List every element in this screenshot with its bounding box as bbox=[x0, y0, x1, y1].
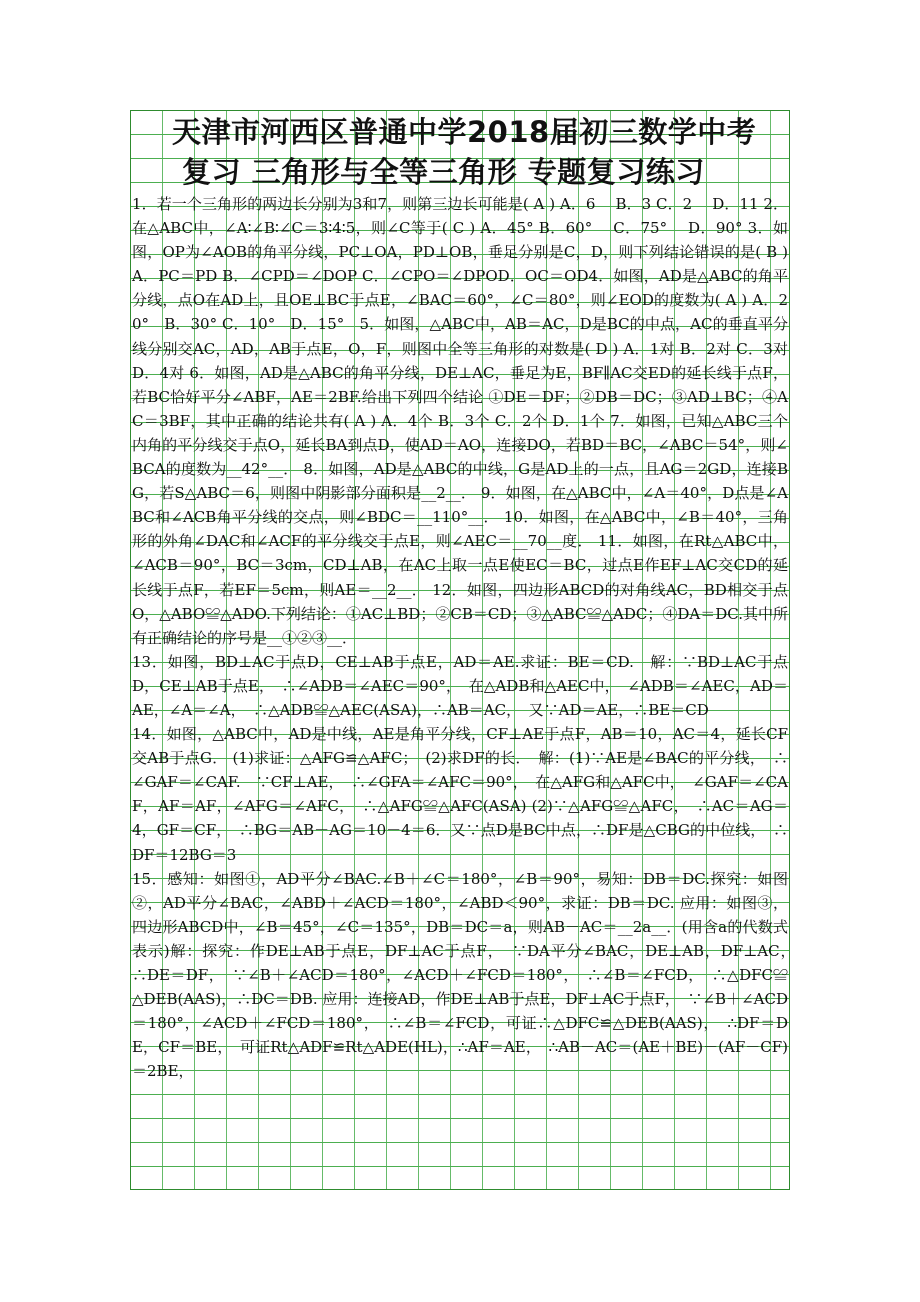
document-title-line2: 复习 三角形与全等三角形 专题复习练习 bbox=[182, 155, 705, 189]
exercise-block-1-12: 1．若一个三角形的两边长分别为3和7，则第三边长可能是( A ) A．6 B．3 C．2 D．11 2．在△ABC中，∠A∶∠B∶∠C＝3∶4∶5，则∠C等于( C ) A．45° B．60° C．75° D．90° 3．如图，OP为∠AOB的角平分线，PC⊥OA，PD⊥OB，垂足分别是C，D，则下列结论错误的是( B ) A．PC＝PD B．∠CPD＝∠DOP C．∠CPO＝∠DPOD．OC＝OD4．如图，AD是△ABC的角平分线，点O在AD上，且OE⊥BC于点E，∠BAC＝60°，∠C＝80°，则∠EOD的度数为( A ) A．20° B．30° C．10° D．15° 5．如图，△ABC中，AB＝AC，D是BC的中点，AC的垂直平分线分别交AC，AD，AB于点E，O，F，则图中全等三角形的对数是( D ) A．1对 B．2对 C．3对 D．4对 6．如图，AD是△ABC的角平分线，DE⊥AC，垂足为E，BF∥AC交ED的延长线于点F，若BC恰好平分∠ABF，AE＝2BF.给出下列四个结论 ①DE＝DF；②DB＝DC；③AD⊥BC；④AC＝3BF，其中正确的结论共有( A ) A．4个 B．3个 C．2个 D．1个 7．如图，已知△ABC三个内角的平分线交于点O，延长BA到点D，使AD＝AO，连接DO，若BD＝BC，∠ABC＝54°，则∠BCA的度数为__42°__． 8．如图，AD是△ABC的中线，G是AD上的一点，且AG＝2GD，连接BG，若S△ABC＝6，则图中阴影部分面积是__2__． 9．如图，在△ABC中，∠A＝40°，D点是∠ABC和∠ACB角平分线的交点，则∠BDC＝__110°__． 10．如图，在△ABC中，∠B＝40°，三角形的外角∠DAC和∠ACF的平分线交于点E，则∠AEC＝__70__度． 11．如图，在Rt△ABC中，∠ACB＝90°，BC＝3cm，CD⊥AB，在AC上取一点E使EC＝BC，过点E作EF⊥AC交CD的延长线于点F，若EF＝5cm，则AE＝__2__． 12．如图，四边形ABCD的对角线AC，BD相交于点O，△ABO≌△ADO.下列结论：①AC⊥BD；②CB＝CD；③△ABC≌△ADC；④DA＝DC.其中所有正确结论的序号是__①②③__． bbox=[132, 195, 788, 647]
exercise-15: 15．感知：如图①，AD平分∠BAC.∠B＋∠C＝180°，∠B＝90°，易知：DB＝DC.探究：如图②，AD平分∠BAC，∠ABD＋∠ACD＝180°，∠ABD＜90°，求证：DB＝DC. 应用：如图③，四边形ABCD中，∠B＝45°，∠C＝135°，DB＝DC＝a，则AB－AC＝__2a__．(用含a的代数式表示)解：探究：作DE⊥AB于点E，DF⊥AC于点F， ∵DA平分∠BAC，DE⊥AB，DF⊥AC， ∴DE＝DF， ∵∠B＋∠ACD＝180°，∠ACD＋∠FCD＝180°， ∴∠B＝∠FCD， ∴△DFC≌△DEB(AAS)，∴DC＝DB. 应用：连接AD，作DE⊥AB于点E，DF⊥AC于点F， ∵∠B＋∠ACD＝180°，∠ACD＋∠FCD＝180°， ∴∠B＝∠FCD，可证∴△DFC≌△DEB(AAS)， ∴DF＝DE，CF＝BE， 可证Rt△ADF≌Rt△ADE(HL)，∴AF＝AE， ∴AB－AC＝(AE＋BE)－(AF－CF)＝2BE， bbox=[132, 869, 804, 1081]
document-body bbox=[132, 112, 804, 1083]
exercise-13: 13．如图，BD⊥AC于点D，CE⊥AB于点E，AD＝AE.求证：BE＝CD. 解：∵BD⊥AC于点D，CE⊥AB于点E， ∴∠ADB＝∠AEC＝90°， 在△ADB和△AEC中， ∠ADB＝∠AEC，AD＝AE，∠A＝∠A， ∴△ADB≌△AEC(ASA)，∴AB＝AC， 又∵AD＝AE，∴BE＝CD bbox=[132, 652, 788, 719]
exercise-14: 14．如图，△ABC中，AD是中线，AE是角平分线，CF⊥AE于点F，AB＝10，AC＝4，延长CF交AB于点G． (1)求证：△AFG≌△AFC； (2)求DF的长． 解：(1)∵AE是∠BAC的平分线， ∴∠GAF＝∠CAF. ∵CF⊥AE， ∴∠GFA＝∠AFC＝90°， 在△AFG和△AFC中， ∠GAF＝∠CAF，AF＝AF，∠AFG＝∠AFC， ∴△AFG≌△AFC(ASA) (2)∵△AFG≌△AFC， ∴AC＝AG＝4，GF＝CF， ∴BG＝AB－AG＝10－4＝6．又∵点D是BC中点，∴DF是△CBG的中位线， ∴DF＝12BG＝3 bbox=[132, 725, 788, 864]
document-title-line1: 天津市河西区普通中学2018届初三数学中考 bbox=[172, 115, 757, 149]
